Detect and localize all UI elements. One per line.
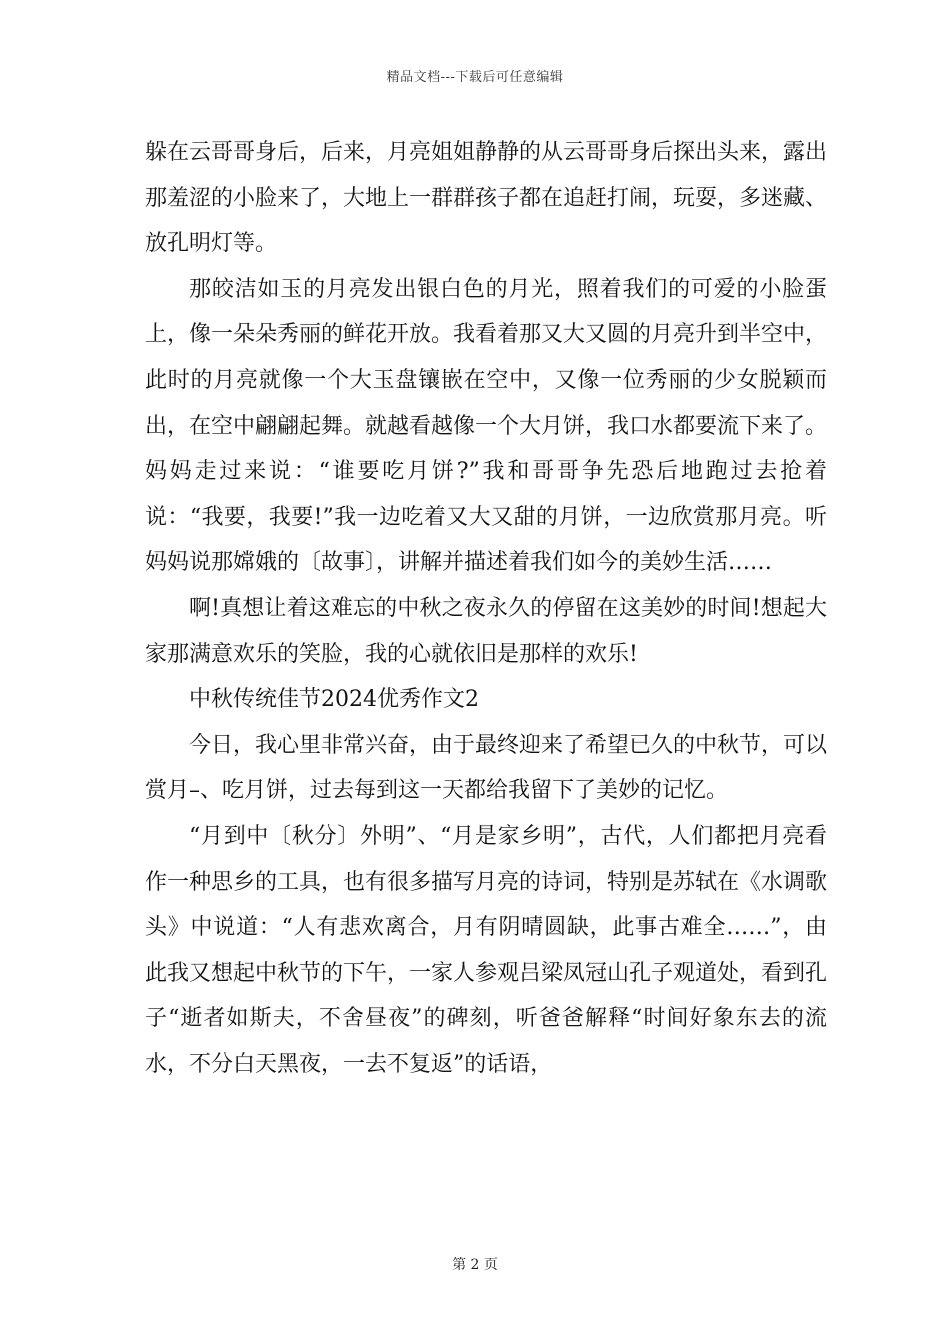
page-number: 第 2 页 xyxy=(452,1257,498,1273)
paragraph-4: 今日，我心里非常兴奋，由于最终迎来了希望已久的中秋节，可以赏月–、吃月饼，过去每到这一天都给我留下了美妙的记忆。 xyxy=(145,732,828,804)
paragraph-2: 那皎洁如玉的月亮发出银白色的月光，照着我们的可爱的小脸蛋上，像一朵朵秀丽的鲜花开放。我看着那又大又圆的月亮升到半空中，此时的月亮就像一个大玉盘镶嵌在空中，又像一位秀丽的少女脱颖而出，在空中翩翩起舞。就越看越像一个大月饼，我口水都要流下来了。妈妈走过来说：“谁要吃月饼?”我和哥哥争先恐后地跑过去抢着说：“我要，我要!”我一边吃着又大又甜的月饼，一边欣赏那月亮。听妈妈说那嫦娥的〔故事〕，讲解并描述着我们如今的美妙生活…… xyxy=(145,276,828,576)
section-title: 中秋传统佳节2024优秀作文2 xyxy=(189,687,479,713)
paragraph-5: “月到中〔秋分〕外明”、“月是家乡明”，古代，人们都把月亮看作一种思乡的工具，也有很多描写月亮的诗词，特别是苏轼在《水调歌头》中说道：“人有悲欢离合，月有阴晴圆缺，此事古难全……”，由此我又想起中秋节的下午，一家人参观吕梁凤冠山孔子观道处，看到孔子“逝者如斯夫，不舍昼夜”的碑刻，听爸爸解释“时间好象东去的流水，不分白天黑夜，一去不复返”的话语， xyxy=(145,823,828,1077)
paragraph-1: 躲在云哥哥身后，后来，月亮姐姐静静的从云哥哥身后探出头来，露出那羞涩的小脸来了，大地上一群群孩子都在追赶打闹，玩耍，多迷藏、放孔明灯等。 xyxy=(145,140,828,257)
page-header: 精品文档---下载后可任意编辑 xyxy=(386,70,564,85)
document-body xyxy=(145,130,827,1087)
paragraph-3: 啊!真想让着这难忘的中秋之夜永久的停留在这美妙的时间!想起大家那满意欢乐的笑脸，我的心就依旧是那样的欢乐! xyxy=(145,595,827,667)
